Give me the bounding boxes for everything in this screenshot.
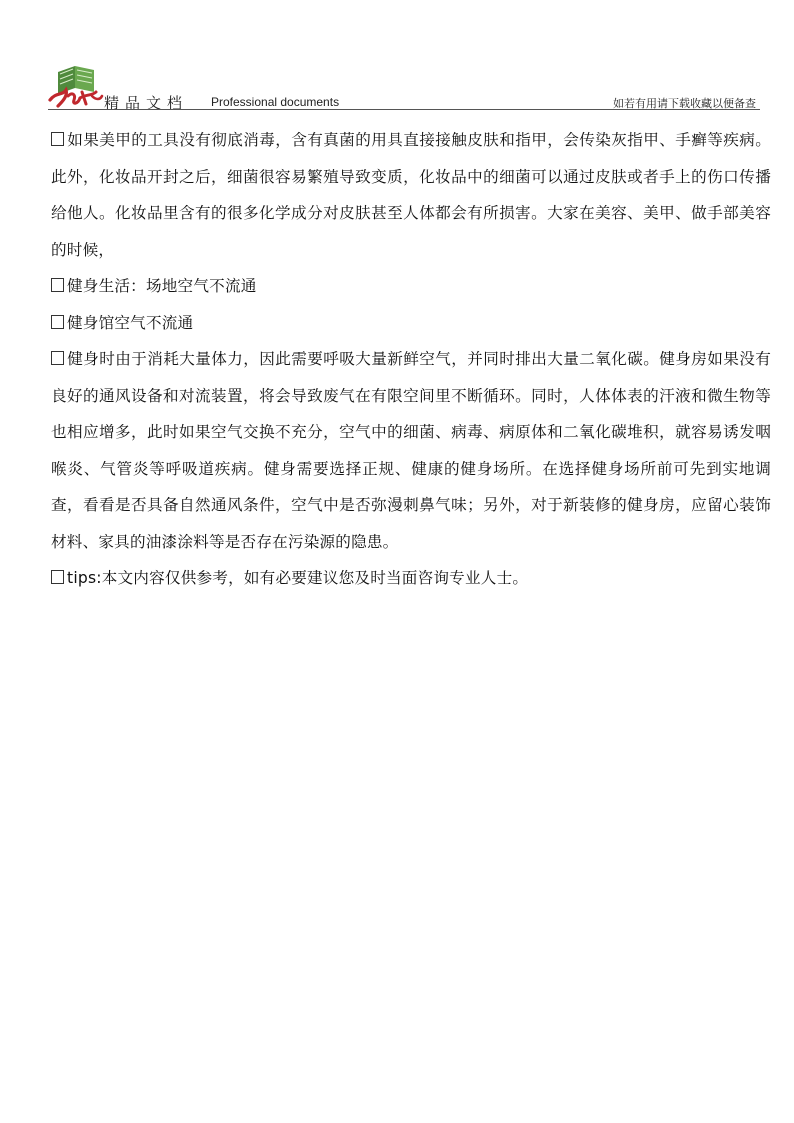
- checkbox-glyph-icon: [51, 132, 64, 146]
- paragraph-text: tips:本文内容仅供参考，如有必要建议您及时当面咨询专业人士。: [67, 569, 529, 587]
- checkbox-glyph-icon: [51, 278, 64, 292]
- paragraph-text: 健身馆空气不流通: [67, 313, 194, 332]
- checkbox-glyph-icon: [51, 315, 64, 329]
- page-header: [48, 52, 760, 110]
- header-divider: [48, 109, 760, 110]
- paragraph-text: 健身生活：场地空气不流通: [67, 277, 257, 295]
- paragraph: [51, 341, 771, 560]
- brand-subtitle: Professional documents: [211, 95, 340, 109]
- paragraph-text: 健身时由于消耗大量体力，因此需要呼吸大量新鲜空气，并同时排出大量二氧化碳。健身房如果没有良好的通风设备和对流装置，将会导致废气在有限空间里不断循环。同时，人体体表的汗液和微生物等也相应增多，此时如果空气交换不充分，空气中的细菌、病毒、病原体和二氧化碳堆积，就容易诱发咽喉炎、气管炎等呼吸道疾病。健身需要选择正规、健康的健身场所。在选择健身场所前可先到实地调查，看看是否具备自然通风条件，空气中是否弥漫刺鼻气味；另外，对于新装修的健身房，应留心装饰材料、家具的油漆涂料等是否存在污染源的隐患。: [51, 350, 771, 551]
- document-body: [51, 122, 771, 597]
- header-note: 如若有用请下载收藏以便备查: [613, 97, 756, 110]
- checkbox-glyph-icon: [51, 351, 64, 365]
- brand-title: 精品文档: [104, 94, 189, 112]
- book-logo-icon: [48, 52, 104, 108]
- paragraph: [51, 122, 771, 268]
- paragraph: [51, 305, 771, 342]
- paragraph: [51, 268, 771, 305]
- checkbox-glyph-icon: [51, 570, 64, 584]
- paragraph-text: 如果美甲的工具没有彻底消毒，含有真菌的用具直接接触皮肤和指甲，会传染灰指甲、手癣等疾病。此外，化妆品开封之后，细菌很容易繁殖导致变质，化妆品中的细菌可以通过皮肤或者手上的伤口传播给他人。化妆品里含有的很多化学成分对皮肤甚至人体都会有所损害。大家在美容、美甲、做手部美容的时候，: [51, 131, 771, 259]
- paragraph: [51, 560, 771, 597]
